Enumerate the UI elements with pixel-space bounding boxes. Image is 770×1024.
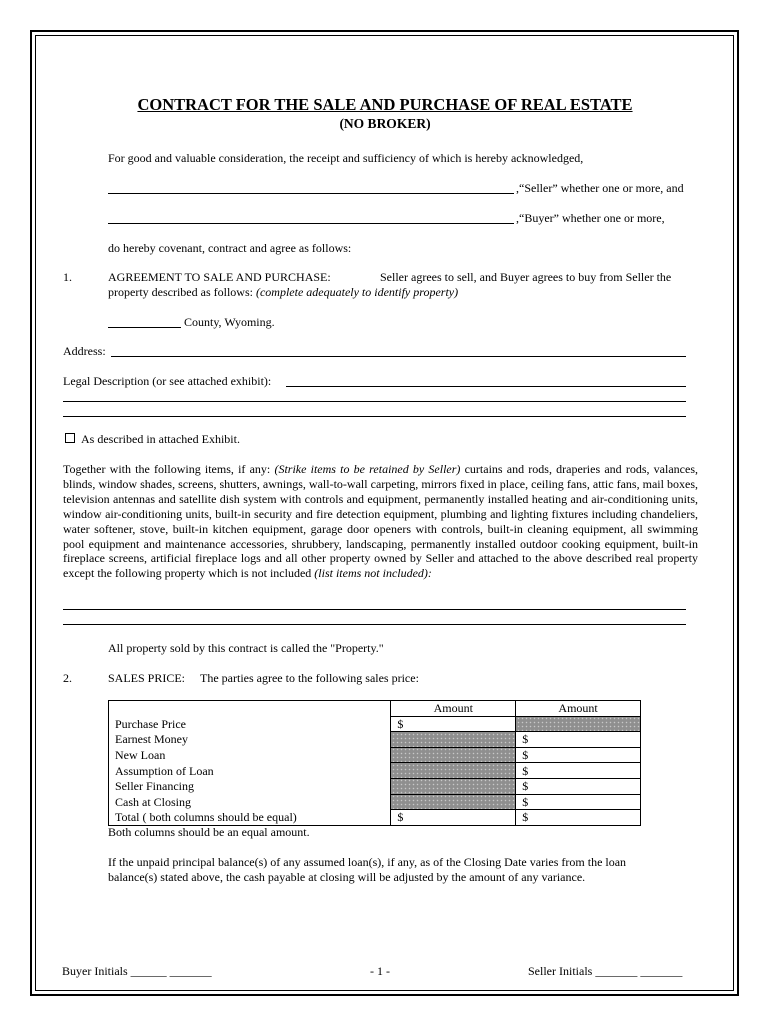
property-note: All property sold by this contract is called the "Property." — [108, 641, 384, 655]
section-1-text: Seller agrees to sell, and Buyer agrees to buy from Seller the — [380, 270, 672, 284]
legal-description-label: Legal Description (or see attached exhibit): — [63, 374, 272, 388]
table-header-amount-1: Amount — [391, 701, 516, 717]
row-amount-1-shaded — [391, 763, 516, 779]
table-row — [109, 778, 641, 794]
table-header-amount-2: Amount — [516, 701, 641, 717]
row-amount-2[interactable]: $ — [516, 794, 641, 810]
table-header-blank — [109, 701, 391, 717]
address-label: Address: — [63, 344, 106, 358]
table-header-row — [109, 701, 641, 717]
document-subtitle: (NO BROKER) — [339, 116, 431, 131]
table-row — [109, 747, 641, 763]
row-amount-2[interactable]: $ — [516, 810, 641, 826]
legal-description-line-3[interactable] — [63, 416, 686, 417]
items-text-b: curtains and rods, draperies and rods, valances, blinds, window shades, screens, shutters, awnings, wall-to-wall carpeting, mirrors fixed in place, ceiling fans, attic fans, mail boxes, television antennas and satellite dish system with controls and equipment, permanently installed heating and air-conditioning units, window air-conditioning units, built-in security and fire detection equipment, plumbing and lighting fixtures including chandeliers, water softener, stove, built-in kitchen equipment, garage door openers with controls, built-in cleaning equipment, all swimming pool equipment and maintenance accessories, shrubbery, landscaping, permanently installed outdoor cooking equipment, built-in fireplace screens, artificial fireplace logs and all other property owned by Seller and attached to the above described real property except the following property which is not included — [63, 462, 698, 581]
table-row — [109, 794, 641, 810]
legal-description-field[interactable] — [286, 386, 686, 387]
section-1-number: 1. — [63, 270, 72, 284]
row-label: Cash at Closing — [109, 794, 391, 810]
table-row — [109, 763, 641, 779]
section-1-text2-italic: (complete adequately to identify property) — [255, 285, 459, 299]
items-list-note: (list items not included): — [314, 566, 432, 581]
variance-note: If the unpaid principal balance(s) of any assumed loan(s), if any, as of the Closing Date varies from the loan balance(s) stated above, the cash payable at closing will be adjusted by the amount of any variance. — [108, 855, 627, 884]
legal-description-line-2[interactable] — [63, 401, 686, 402]
page-number: - 1 - — [370, 964, 390, 978]
sales-price-table — [108, 700, 641, 826]
section-1-text2-plain: property described as follows: — [108, 285, 256, 299]
buyer-suffix: ,“Buyer” whether one or more, — [516, 211, 665, 225]
table-row — [109, 732, 641, 748]
equal-amount-note: Both columns should be an equal amount. — [108, 825, 310, 839]
row-label: Seller Financing — [109, 778, 391, 794]
county-suffix: County, Wyoming. — [184, 315, 275, 329]
seller-suffix: ,“Seller” whether one or more, and — [516, 181, 684, 195]
section-2-heading: SALES PRICE: — [108, 671, 186, 685]
included-items-paragraph — [63, 462, 698, 581]
row-amount-2-shaded — [516, 716, 641, 732]
row-amount-1-shaded — [391, 732, 516, 748]
row-amount-2[interactable]: $ — [516, 732, 641, 748]
row-label: Total ( both columns should be equal) — [109, 810, 391, 826]
covenant-text: do hereby covenant, contract and agree as follows: — [108, 241, 352, 255]
row-amount-1-shaded — [391, 794, 516, 810]
items-text-a: Together with the following items, if any: — [63, 462, 275, 476]
intro-text: For good and valuable consideration, the receipt and sufficiency of which is hereby acknowledged, — [108, 151, 584, 165]
row-amount-1-shaded — [391, 778, 516, 794]
row-label: Purchase Price — [109, 716, 391, 732]
excluded-items-line-1[interactable] — [63, 609, 686, 610]
section-2-text: The parties agree to the following sales price: — [200, 671, 419, 685]
exhibit-label: As described in attached Exhibit. — [81, 432, 240, 446]
row-amount-2[interactable]: $ — [516, 763, 641, 779]
address-field[interactable] — [111, 356, 686, 357]
items-strike-note: (Strike items to be retained by Seller) — [274, 462, 461, 476]
document-title: CONTRACT FOR THE SALE AND PURCHASE OF REAL ESTATE — [137, 95, 633, 114]
table-row-total — [109, 810, 641, 826]
section-1-heading: AGREEMENT TO SALE AND PURCHASE: — [108, 270, 331, 284]
row-amount-1[interactable]: $ — [391, 716, 516, 732]
row-amount-2[interactable]: $ — [516, 778, 641, 794]
section-1-text2 — [108, 285, 458, 300]
row-label: Earnest Money — [109, 732, 391, 748]
row-amount-2[interactable]: $ — [516, 747, 641, 763]
row-amount-1[interactable]: $ — [391, 810, 516, 826]
excluded-items-line-2[interactable] — [63, 624, 686, 625]
exhibit-checkbox[interactable] — [65, 433, 75, 443]
seller-initials[interactable]: Seller Initials _______ _______ — [528, 964, 683, 978]
table-row — [109, 716, 641, 732]
row-label: New Loan — [109, 747, 391, 763]
seller-name-field[interactable] — [108, 193, 514, 194]
row-amount-1-shaded — [391, 747, 516, 763]
section-2-number: 2. — [63, 671, 72, 685]
row-label: Assumption of Loan — [109, 763, 391, 779]
county-field[interactable] — [108, 327, 181, 328]
buyer-name-field[interactable] — [108, 223, 514, 224]
buyer-initials[interactable]: Buyer Initials ______ _______ — [62, 964, 212, 978]
